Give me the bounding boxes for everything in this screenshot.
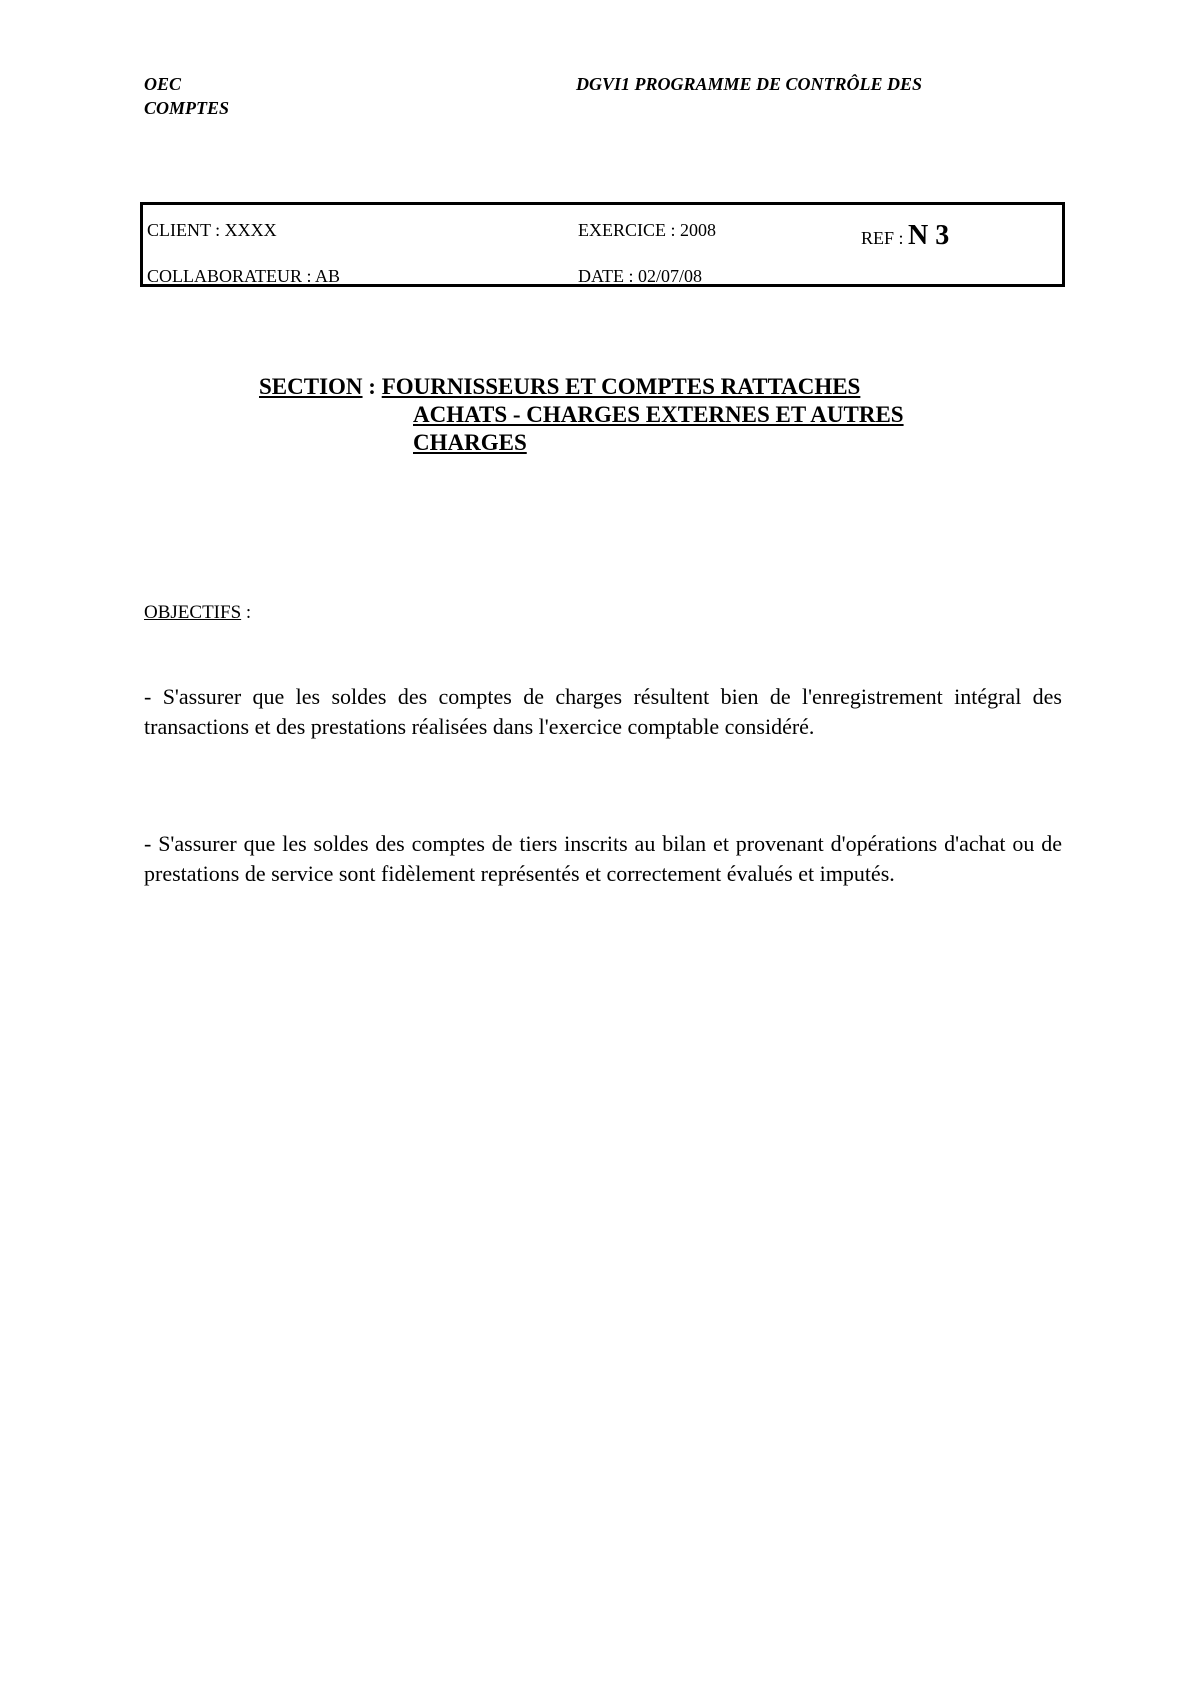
objectifs-suffix: :	[241, 602, 252, 623]
date-field: DATE : 02/07/08	[578, 266, 702, 286]
exercice-field: EXERCICE : 2008	[578, 220, 716, 240]
ref-field	[861, 220, 949, 252]
ref-value: N 3	[908, 220, 950, 251]
section-title	[259, 373, 904, 457]
header-org-line1: OEC	[144, 74, 182, 94]
ref-label: REF :	[861, 228, 909, 248]
objective-paragraph-1: - S'assurer que les soldes des comptes de charges résultent bien de l'enregistrement intégral des transactions et des prestations réalisées dans l'exercice comptable considéré.	[144, 684, 1062, 739]
objective-paragraph-2: - S'assurer que les soldes des comptes de tiers inscrits au bilan et provenant d'opérations d'achat ou de prestations de service sont fidèlement représentés et correctement évalués et imputés.	[144, 831, 1062, 886]
header-program-title: DGVI1 PROGRAMME DE CONTRÔLE DES	[576, 74, 923, 94]
client-field: CLIENT : XXXX	[147, 220, 277, 240]
section-separator: :	[362, 374, 382, 399]
header-org-line2: COMPTES	[144, 98, 230, 118]
section-label: SECTION	[259, 374, 363, 399]
collaborateur-field: COLLABORATEUR : AB	[147, 266, 341, 286]
objectifs-heading	[144, 602, 251, 624]
section-line2: ACHATS - CHARGES EXTERNES ET AUTRES	[413, 402, 904, 427]
section-line1: FOURNISSEURS ET COMPTES RATTACHES	[381, 374, 861, 399]
section-line3: CHARGES	[413, 430, 527, 455]
header-organization	[144, 72, 229, 120]
info-box	[140, 202, 1065, 287]
objectifs-label: OBJECTIFS	[144, 602, 242, 623]
